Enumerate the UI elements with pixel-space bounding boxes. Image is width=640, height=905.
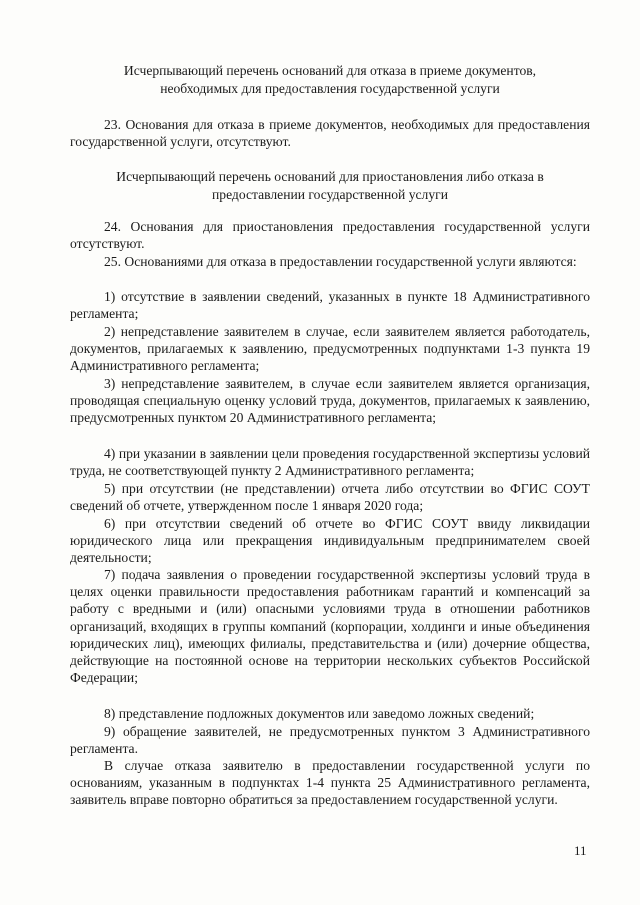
list-item-5: 5) при отсутствии (не представлении) отчета либо отсутствии во ФГИС СОУТ сведений об отчете, утвержденном после 1 января 2020 года; — [70, 481, 590, 514]
list-item-1: 1) отсутствие в заявлении сведений, указанных в пункте 18 Административного регламента; — [70, 289, 590, 322]
list-item-7: 7) подача заявления о проведении государственной экспертизы условий труда в целях оценки правильности предоставления работникам гарантий и компенсаций за работу с вредными и (или) опасными условиями труда в отношении работников организаций, входящих в группы компаний (корпорации, холдинги и иные объединения юридических лиц), имеющих филиалы, представительства и (или) дочерние общества, действующие на постоянной основе на территории нескольких субъектов Российской Федерации; — [70, 567, 590, 686]
list-item-3: 3) непредставление заявителем, в случае если заявителем является организация, проводящая специальную оценку условий труда, документов, прилагаемых к заявлению, предусмотренных пунктом 20 Административного регламента; — [70, 376, 590, 426]
section-heading-refusal-documents — [70, 62, 590, 98]
paragraph-24: 24. Основания для приостановления предоставления государственной услуги отсутствуют. — [70, 219, 590, 252]
list-item-8: 8) представление подложных документов или заведомо ложных сведений; — [104, 706, 535, 721]
heading-line: предоставлении государственной услуги — [212, 187, 448, 202]
heading-line: необходимых для предоставления государственной услуги — [160, 81, 500, 96]
closing-paragraph: В случае отказа заявителю в предоставлении государственной услуги по основаниям, указанным в подпунктах 1-4 пункта 25 Административного регламента, заявитель вправе повторно обратиться за предоставлением государственной услуги. — [70, 758, 590, 808]
heading-line: Исчерпывающий перечень оснований для отказа в приеме документов, — [123, 63, 537, 78]
section-heading-suspension-refusal — [70, 168, 590, 204]
list-item-9: 9) обращение заявителей, не предусмотренных пунктом 3 Административного регламента. — [70, 724, 590, 757]
paragraph-25: 25. Основаниями для отказа в предоставлении государственной услуги являются: — [104, 254, 577, 269]
list-item-2: 2) непредставление заявителем в случае, если заявителем является работодатель, документов, прилагаемых к заявлению, предусмотренных подпунктами 1-3 пункта 19 Административного регламента; — [70, 324, 590, 374]
list-item-6: 6) при отсутствии сведений об отчете во ФГИС СОУТ ввиду ликвидации юридического лица или прекращения индивидуальным предпринимателем своей деятельности; — [70, 516, 590, 566]
heading-line: Исчерпывающий перечень оснований для приостановления либо отказа в — [116, 169, 544, 184]
paragraph-23: 23. Основания для отказа в приеме документов, необходимых для предоставления государственной услуги, отсутствуют. — [70, 117, 590, 150]
list-item-4: 4) при указании в заявлении цели проведения государственной экспертизы условий труда, не соответствующей пункту 2 Административного регламента; — [70, 446, 590, 479]
page-number: 11 — [574, 843, 587, 858]
